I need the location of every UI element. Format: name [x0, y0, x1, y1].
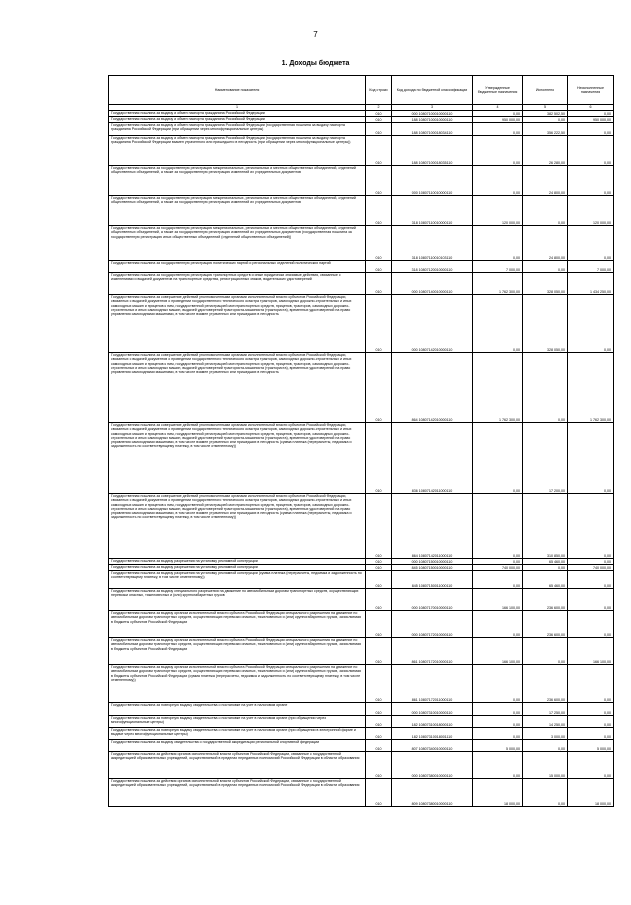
table-row	[109, 638, 614, 665]
table-row	[109, 703, 614, 716]
row-line-code: 010	[366, 665, 392, 703]
row-indicator-name: Государственная пошлина за выдачу и обмен паспорта гражданина Российской Федерации (государственная пошлина за выдачу паспорта гражданина Российской Федерации (при обращении через многофункциональные центры)	[109, 123, 366, 136]
row-unexecuted-amount: 0,00	[568, 589, 614, 611]
row-unexecuted-amount: 0,00	[568, 494, 614, 559]
row-income-code: 182 10807310018000110	[392, 716, 473, 728]
row-income-code: 318 10807120010000110	[392, 261, 473, 273]
row-approved-amount: 166 100,00	[473, 589, 523, 611]
row-indicator-name: Государственная пошлина за государственную регистрацию межрегиональных, региональных и местных общественных объединений, отделений общественных объединений, а также за государственную регистрацию изменений их учредительных документов	[109, 196, 366, 226]
row-executed-amount: 0,00	[523, 261, 568, 273]
row-indicator-name: Государственная пошлина за выдачу и обмен паспорта гражданина Российской Федерации (государственная пошлина за выдачу паспорта гражданина Российской Федерации взамен утраченного или пришедшего в негодность (при обращении через многофункциональные центры))	[109, 136, 366, 166]
row-executed-amount: 17 200,00	[523, 423, 568, 494]
row-line-code: 010	[366, 117, 392, 123]
row-line-code: 010	[366, 611, 392, 638]
table-row	[109, 166, 614, 196]
row-executed-amount: 0,00	[523, 565, 568, 571]
row-approved-amount: 0,00	[473, 136, 523, 166]
row-indicator-name: Государственная пошлина за выдачу органом исполнительной власти субъекта Российской Федерации специального разрешения на движение по автомобильным дорогам транспортных средств, осуществляющих перевозки опасных, тяжеловесных и (или) крупногабаритных грузов, зачисляемая в бюджеты субъектов Российской Федерации	[109, 611, 366, 638]
row-indicator-name: Государственная пошлина за выдачу разрешения на установку рекламной конструкции	[109, 559, 366, 565]
row-line-code: 010	[366, 353, 392, 423]
row-approved-amount: 0,00	[473, 111, 523, 117]
row-income-code: 807 10807340010000110	[392, 740, 473, 752]
row-approved-amount: 166 100,00	[473, 638, 523, 665]
row-indicator-name: Государственная пошлина за выдачу органом исполнительной власти субъекта Российской Федерации специального разрешения на движение по автомобильным дорогам транспортных средств, осуществляющих перевозки опасных, тяжеловесных и (или) крупногабаритных грузов, зачисляемая в бюджеты субъектов Российской Федерации (сумма платежа (перерасчеты, недоимка и задолженность по соответствующему платежу, в том числе отмененному))	[109, 665, 366, 703]
row-approved-amount: 5 000,00	[473, 740, 523, 752]
row-executed-amount: 24 800,00	[523, 166, 568, 196]
row-indicator-name: Государственная пошлина за государственную регистрацию межрегиональных, региональных и местных общественных объединений, отделений общественных объединений, а также за государственную регистрацию изменений их учредительных документов	[109, 166, 366, 196]
row-indicator-name: Государственная пошлина за выдачу свидетельства о государственной аккредитации региональной спортивной федерации	[109, 740, 366, 752]
row-approved-amount: 0,00	[473, 494, 523, 559]
row-indicator-name: Государственная пошлина за совершение действий уполномоченными органами исполнительной власти субъектов Российской Федерации, связанных с выдачей документов о проведении государственного технического осмотра тракторов, самоходных дорожно-строительных и иных самоходных машин и прицепов к ним, государственной регистрацией мототранспортных средств, прицепов, тракторов, самоходных дорожно-строительных и иных самоходных машин, выдачей удостоверений тракториста-машиниста (тракториста), временных удостоверений на право управления самоходными машинами, в том числе взамен утраченных или пришедших в негодность	[109, 295, 366, 353]
row-approved-amount: 0,00	[473, 716, 523, 728]
row-approved-amount: 0,00	[473, 166, 523, 196]
row-line-code: 010	[366, 638, 392, 665]
row-indicator-name: Государственная пошлина за государственную регистрацию политических партий и региональных отделений политических партий	[109, 261, 366, 273]
table-row	[109, 226, 614, 261]
row-indicator-name: Государственная пошлина за выдачу разрешения на установку рекламной конструкции (сумма платежа (перерасчеты, недоимка и задолженность по соответствующему платежу, в том числе отмененному))	[109, 571, 366, 589]
row-income-code: 000 10807170010000110	[392, 589, 473, 611]
row-line-code: 010	[366, 273, 392, 295]
row-income-code: 861 10807172011000110	[392, 665, 473, 703]
row-indicator-name: Государственная пошлина за выдачу и обмен паспорта гражданина Российской Федерации	[109, 111, 366, 117]
row-income-code: 000 10807150010000110	[392, 559, 473, 565]
row-executed-amount: 65 460,00	[523, 559, 568, 565]
row-income-code: 000 10807380010000110	[392, 752, 473, 779]
row-approved-amount: 18 000,00	[473, 779, 523, 807]
row-executed-amount: 0,00	[523, 638, 568, 665]
row-executed-amount: 236 600,00	[523, 589, 568, 611]
row-income-code: 000 10807110010000110	[392, 166, 473, 196]
row-income-code: 182 10807310018001110	[392, 728, 473, 740]
row-approved-amount: 0,00	[473, 226, 523, 261]
row-unexecuted-amount: 1 762 300,00	[568, 353, 614, 423]
row-executed-amount: 14 250,00	[523, 716, 568, 728]
column-number: 5	[523, 105, 568, 111]
row-executed-amount: 15 000,00	[523, 752, 568, 779]
row-indicator-name: Государственная пошлина за совершение действий уполномоченными органами исполнительной власти субъектов Российской Федерации, связанных с выдачей документов о проведении государственного технического осмотра тракторов, самоходных дорожно-строительных и иных самоходных машин и прицепов к ним, государственной регистрацией мототранспортных средств, прицепов, тракторов, самоходных дорожно-строительных и иных самоходных машин, выдачей удостоверений тракториста-машиниста (тракториста), временных удостоверений на право управления самоходными машинами, в том числе взамен утраченных или пришедших в негодность (сумма платежа (перерасчеты, недоимка и задолженность по соответствующему платежу, в том числе отмененному))	[109, 494, 366, 559]
table-row	[109, 665, 614, 703]
row-unexecuted-amount: 120 000,00	[568, 196, 614, 226]
table-row	[109, 752, 614, 779]
row-approved-amount: 1 762 300,00	[473, 353, 523, 423]
row-unexecuted-amount: 0,00	[568, 111, 614, 117]
row-indicator-name: Государственная пошлина за государственную регистрацию межрегиональных, региональных и местных общественных объединений, отделений общественных объединений, а также за государственную регистрацию изменений их учредительных документов (государственная пошлина за государственную регистрацию иных общественных объединений (отделений общественных объединений))	[109, 226, 366, 261]
row-line-code: 010	[366, 136, 392, 166]
table-row	[109, 494, 614, 559]
row-approved-amount: 0,00	[473, 728, 523, 740]
row-indicator-name: Государственная пошлина за выдачу специального разрешения на движение по автомобильным дорогам транспортных средств, осуществляющих перевозки опасных, тяжеловесных и (или) крупногабаритных грузов	[109, 589, 366, 611]
row-approved-amount: 0,00	[473, 611, 523, 638]
page-number: 7	[313, 30, 318, 39]
row-executed-amount: 65 460,00	[523, 571, 568, 589]
row-approved-amount: 0,00	[473, 571, 523, 589]
table-row	[109, 779, 614, 807]
row-line-code: 010	[366, 565, 392, 571]
row-indicator-name: Государственная пошлина за совершение действий уполномоченными органами исполнительной власти субъектов Российской Федерации, связанных с выдачей документов о проведении государственного технического осмотра тракторов, самоходных дорожно-строительных и иных самоходных машин и прицепов к ним, государственной регистрацией мототранспортных средств, прицепов, тракторов, самоходных дорожно-строительных и иных самоходных машин, выдачей удостоверений тракториста-машиниста (тракториста), временных удостоверений на право управления самоходными машинами, в том числе взамен утраченных или пришедших в негодность	[109, 353, 366, 423]
row-approved-amount: 0,00	[473, 123, 523, 136]
row-executed-amount: 26 280,00	[523, 136, 568, 166]
table-row	[109, 273, 614, 295]
table-header-row	[109, 76, 614, 105]
row-executed-amount: 3 000,00	[523, 728, 568, 740]
row-unexecuted-amount: 0,00	[568, 571, 614, 589]
row-income-code: 000 10807142010000110	[392, 295, 473, 353]
column-number: 2	[366, 105, 392, 111]
column-number: 4	[473, 105, 523, 111]
row-executed-amount: 0,00	[523, 740, 568, 752]
row-unexecuted-amount: 0,00	[568, 716, 614, 728]
row-indicator-name: Государственная пошлина за повторную выдачу свидетельства о постановке на учет в налоговом органе (при обращении в электронной форме и выдаче через многофункциональные центры)	[109, 728, 366, 740]
header-indicator-name: Наименование показателя	[109, 76, 366, 105]
table-row	[109, 295, 614, 353]
row-income-code: 318 10807110010000110	[392, 196, 473, 226]
row-indicator-name: Государственная пошлина за действия органов исполнительной власти субъектов Российской Федерации, связанные с государственной аккредитацией образовательных учреждений, осуществляемой в пределах переданных полномочий Российской Федерации в области образования	[109, 779, 366, 807]
row-approved-amount: 0,00	[473, 752, 523, 779]
row-executed-amount: 356 222,50	[523, 123, 568, 136]
row-unexecuted-amount: 0,00	[568, 123, 614, 136]
row-executed-amount: 0,00	[523, 779, 568, 807]
row-executed-amount: 17 250,00	[523, 703, 568, 716]
row-approved-amount: 0,00	[473, 295, 523, 353]
row-unexecuted-amount: 1 434 250,00	[568, 273, 614, 295]
row-indicator-name: Государственная пошлина за государственную регистрацию транспортных средств и иные юридически значимые действия, связанные с изменениями и выдачей документов на транспортные средства, регистрационных знаков, водительских удостоверений	[109, 273, 366, 295]
column-number: 6	[568, 105, 614, 111]
row-line-code: 010	[366, 589, 392, 611]
row-unexecuted-amount: 950 000,00	[568, 117, 614, 123]
row-indicator-name: Государственная пошлина за выдачу разрешения на установку рекламной конструкции	[109, 565, 366, 571]
row-income-code: 000 10807172010000110	[392, 611, 473, 638]
row-line-code: 010	[366, 423, 392, 494]
row-approved-amount: 7 000,00	[473, 261, 523, 273]
row-executed-amount: 328 050,00	[523, 295, 568, 353]
table-row	[109, 261, 614, 273]
row-income-code: 000 10807310010000110	[392, 703, 473, 716]
row-executed-amount: 236 600,00	[523, 665, 568, 703]
row-line-code: 010	[366, 559, 392, 565]
row-unexecuted-amount: 18 000,00	[568, 779, 614, 807]
row-unexecuted-amount: 0,00	[568, 136, 614, 166]
header-unexecuted: Неисполненные назначения	[568, 76, 614, 105]
table-row	[109, 740, 614, 752]
row-unexecuted-amount: 740 000,00	[568, 565, 614, 571]
row-line-code: 010	[366, 226, 392, 261]
row-approved-amount: 0,00	[473, 559, 523, 565]
row-income-code: 864 10807142011000110	[392, 494, 473, 559]
row-line-code: 010	[366, 494, 392, 559]
row-unexecuted-amount: 0,00	[568, 665, 614, 703]
row-income-code: 845 10807150011000110	[392, 571, 473, 589]
row-approved-amount: 0,00	[473, 703, 523, 716]
table-row	[109, 136, 614, 166]
row-income-code: 318 10807110010103110	[392, 226, 473, 261]
row-line-code: 010	[366, 779, 392, 807]
row-income-code: 000 10807100010000110	[392, 111, 473, 117]
row-unexecuted-amount: 0,00	[568, 166, 614, 196]
row-indicator-name: Государственная пошлина за выдачу и обмен паспорта гражданина Российской Федерации	[109, 117, 366, 123]
row-approved-amount: 740 000,00	[473, 565, 523, 571]
row-approved-amount: 0,00	[473, 665, 523, 703]
row-unexecuted-amount: 0,00	[568, 703, 614, 716]
row-approved-amount: 1 762 300,00	[473, 273, 523, 295]
row-indicator-name: Государственная пошлина за совершение действий уполномоченными органами исполнительной власти субъектов Российской Федерации, связанных с выдачей документов о проведении государственного технического осмотра тракторов, самоходных дорожно-строительных и иных самоходных машин и прицепов к ним, государственной регистрацией мототранспортных средств, прицепов, тракторов, самоходных дорожно-строительных и иных самоходных машин, выдачей удостоверений тракториста-машиниста (тракториста), временных удостоверений на право управления самоходными машинами, в том числе взамен утраченных или пришедших в негодность (сумма платежа (перерасчеты, недоимка и задолженность по соответствующему платежу, в том числе отмененному))	[109, 423, 366, 494]
row-income-code: 864 10807142010000110	[392, 353, 473, 423]
row-unexecuted-amount: 0,00	[568, 728, 614, 740]
table-body	[109, 111, 614, 807]
row-income-code: 188 10807100018035110	[392, 136, 473, 166]
row-line-code: 010	[366, 728, 392, 740]
table-row	[109, 589, 614, 611]
row-line-code: 010	[366, 123, 392, 136]
row-line-code: 010	[366, 111, 392, 117]
row-unexecuted-amount: 0,00	[568, 226, 614, 261]
row-executed-amount: 236 600,00	[523, 611, 568, 638]
row-approved-amount: 0,00	[473, 423, 523, 494]
row-unexecuted-amount: 0,00	[568, 295, 614, 353]
row-indicator-name: Государственная пошлина за действия органов исполнительной власти субъектов Российской Федерации, связанные с государственной аккредитацией образовательных учреждений, осуществляемой в пределах переданных полномочий Российской Федерации в области образования	[109, 752, 366, 779]
row-unexecuted-amount: 7 000,00	[568, 261, 614, 273]
row-executed-amount: 0,00	[523, 196, 568, 226]
row-executed-amount: 24 800,00	[523, 226, 568, 261]
row-line-code: 010	[366, 752, 392, 779]
row-unexecuted-amount: 0,00	[568, 559, 614, 565]
header-income-code: Код дохода по бюджетной классификации	[392, 76, 473, 105]
table-row	[109, 196, 614, 226]
header-approved: Утвержденные бюджетные назначения	[473, 76, 523, 105]
row-line-code: 010	[366, 166, 392, 196]
row-approved-amount: 950 000,00	[473, 117, 523, 123]
column-number: 1	[109, 105, 366, 111]
table-row	[109, 611, 614, 638]
row-income-code: 836 10807142011000110	[392, 423, 473, 494]
row-approved-amount: 120 000,00	[473, 196, 523, 226]
row-line-code: 010	[366, 295, 392, 353]
row-income-code: 188 10807100010000110	[392, 117, 473, 123]
table-row	[109, 423, 614, 494]
row-line-code: 010	[366, 716, 392, 728]
row-line-code: 010	[366, 740, 392, 752]
row-unexecuted-amount: 0,00	[568, 423, 614, 494]
budget-revenue-table	[108, 75, 614, 807]
header-line-code: Код строки	[366, 76, 392, 105]
row-executed-amount: 382 502,50	[523, 111, 568, 117]
row-executed-amount: 328 050,00	[523, 273, 568, 295]
row-line-code: 010	[366, 571, 392, 589]
row-income-code: 861 10807172010000110	[392, 638, 473, 665]
section-title: 1. Доходы бюджета	[281, 60, 350, 67]
row-income-code: 845 10807150010000110	[392, 565, 473, 571]
row-executed-amount: 0,00	[523, 353, 568, 423]
row-income-code: 809 10807380010000110	[392, 779, 473, 807]
row-unexecuted-amount: 5 000,00	[568, 740, 614, 752]
table-row	[109, 353, 614, 423]
row-indicator-name: Государственная пошлина за повторную выдачу свидетельства о постановке на учет в налоговом органе	[109, 703, 366, 716]
row-executed-amount: 310 850,00	[523, 494, 568, 559]
row-unexecuted-amount: 0,00	[568, 611, 614, 638]
header-executed: Исполнено	[523, 76, 568, 105]
row-executed-amount: 0,00	[523, 117, 568, 123]
table-row	[109, 716, 614, 728]
row-income-code: 188 10807100018034110	[392, 123, 473, 136]
row-indicator-name: Государственная пошлина за выдачу органом исполнительной власти субъекта Российской Федерации специального разрешения на движение по автомобильным дорогам транспортных средств, осуществляющих перевозки опасных, тяжеловесных и (или) крупногабаритных грузов, зачисляемая в бюджеты субъектов Российской Федерации	[109, 638, 366, 665]
row-line-code: 010	[366, 703, 392, 716]
row-indicator-name: Государственная пошлина за повторную выдачу свидетельства о постановке на учет в налоговом органе (при обращении через многофункциональные центры)	[109, 716, 366, 728]
table-row	[109, 123, 614, 136]
row-unexecuted-amount: 0,00	[568, 752, 614, 779]
table-row	[109, 571, 614, 589]
row-line-code: 010	[366, 261, 392, 273]
row-unexecuted-amount: 166 100,00	[568, 638, 614, 665]
table-row	[109, 728, 614, 740]
row-income-code: 000 10807140010000110	[392, 273, 473, 295]
row-line-code: 010	[366, 196, 392, 226]
column-number: 3	[392, 105, 473, 111]
